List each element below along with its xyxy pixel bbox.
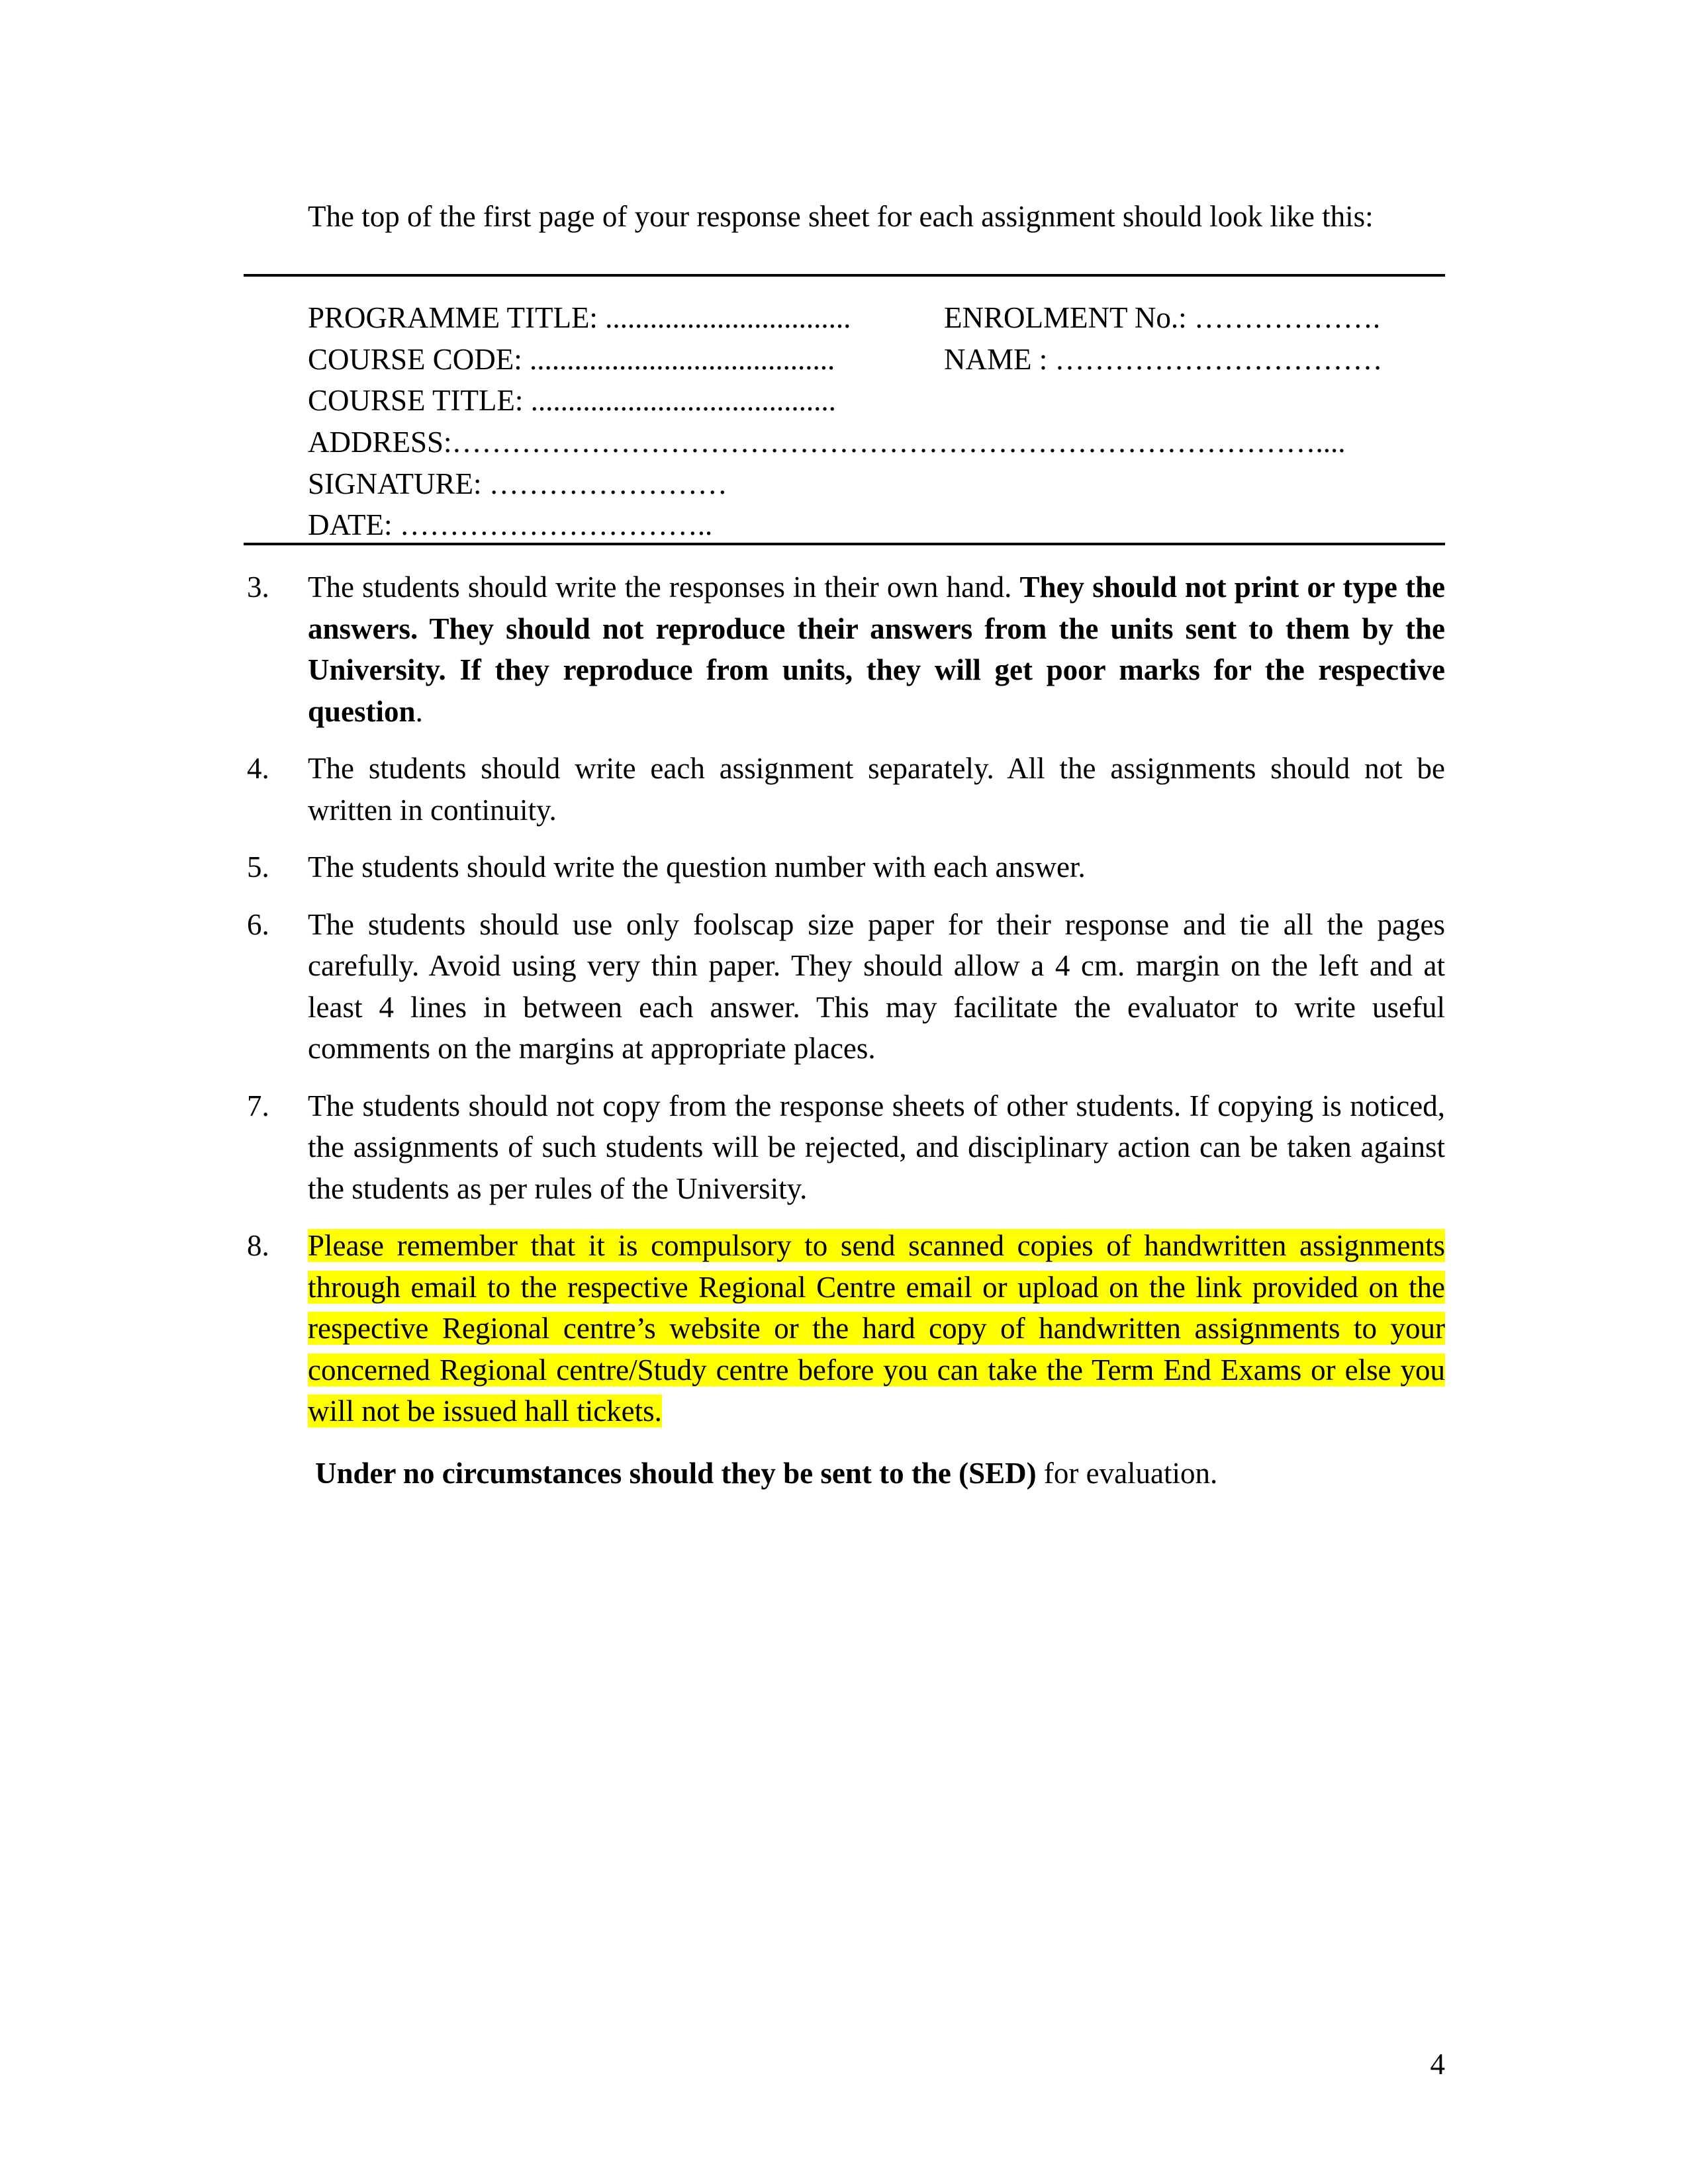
address-field: ADDRESS:…………………………………………………………………………….... bbox=[308, 426, 1346, 459]
instruction-list bbox=[244, 567, 1445, 1448]
item-text: The students should write each assignment separately. All the assignments should not be written in continuity. bbox=[308, 752, 1445, 827]
date-field: DATE: ………………………….. bbox=[308, 508, 713, 541]
item-number: 5. bbox=[247, 850, 269, 884]
closing-note-bold: Under no circumstances should they be sent to the (SED) bbox=[315, 1457, 1037, 1490]
enrolment-no-field: ENROLMENT No.: ………………. bbox=[944, 301, 1381, 334]
item-text-highlighted bbox=[308, 1225, 1445, 1432]
item-text-end: . bbox=[415, 694, 423, 728]
form-top-rule bbox=[244, 274, 1445, 277]
item-text-plain: The students should write the responses in their own hand. bbox=[308, 570, 1020, 604]
item-number: 4. bbox=[247, 752, 269, 785]
item-number: 7. bbox=[247, 1089, 269, 1122]
item-number: 3. bbox=[247, 570, 269, 604]
instruction-item-8 bbox=[244, 1225, 1445, 1432]
item-text: The students should write the question number with each answer. bbox=[308, 850, 1086, 884]
course-code-field: COURSE CODE: ......................................... bbox=[308, 343, 835, 376]
highlighted-text: Please remember that it is compulsory to send scanned copies of handwritten assignments through email to the respective Regional Centre email or upload on the link provided on the respective Regional centre’s website or the hard copy of handwritten assignments to your concerned Regional centre/Study centre before you can take the Term End Exams or else you will not be issued hall tickets. bbox=[308, 1229, 1445, 1428]
item-text bbox=[308, 567, 1445, 732]
closing-note-rest: for evaluation. bbox=[1036, 1457, 1218, 1490]
instruction-item-5 bbox=[244, 846, 1445, 888]
item-text: The students should use only foolscap size paper for their response and tie all the pages carefully. Avoid using very thin paper. They should allow a 4 cm. margin on the left and at least 4 lines in between each answer. This may facilitate the evaluator to write useful comments on the margins at appropriate places. bbox=[308, 907, 1445, 1065]
instruction-item-3 bbox=[244, 567, 1445, 732]
course-title-field: COURSE TITLE: ......................................... bbox=[308, 384, 836, 417]
instruction-item-4 bbox=[244, 748, 1445, 831]
item-text: The students should not copy from the response sheets of other students. If copying is noticed, the assignments of such students will be rejected, and disciplinary action can be taken against the students as per rules of the University. bbox=[308, 1089, 1445, 1205]
name-field: NAME : …………………………… bbox=[944, 343, 1383, 376]
item-number: 8. bbox=[247, 1229, 269, 1262]
signature-field: SIGNATURE: …………………… bbox=[308, 467, 727, 500]
programme-title-field: PROGRAMME TITLE: ................................. bbox=[308, 301, 851, 334]
closing-note bbox=[315, 1453, 1217, 1494]
page-number: 4 bbox=[1430, 2048, 1445, 2081]
instruction-item-6 bbox=[244, 904, 1445, 1069]
form-bottom-rule bbox=[244, 543, 1445, 545]
instruction-item-7 bbox=[244, 1085, 1445, 1210]
item-number: 6. bbox=[247, 907, 269, 941]
item-text-bold: They should not print or type the answers. They should not reproduce their answers from the units sent to them by the University. If they reproduce from units, they will get poor marks for the respective question bbox=[308, 570, 1445, 728]
intro-text: The top of the first page of your response sheet for each assignment should look like this: bbox=[308, 200, 1374, 233]
